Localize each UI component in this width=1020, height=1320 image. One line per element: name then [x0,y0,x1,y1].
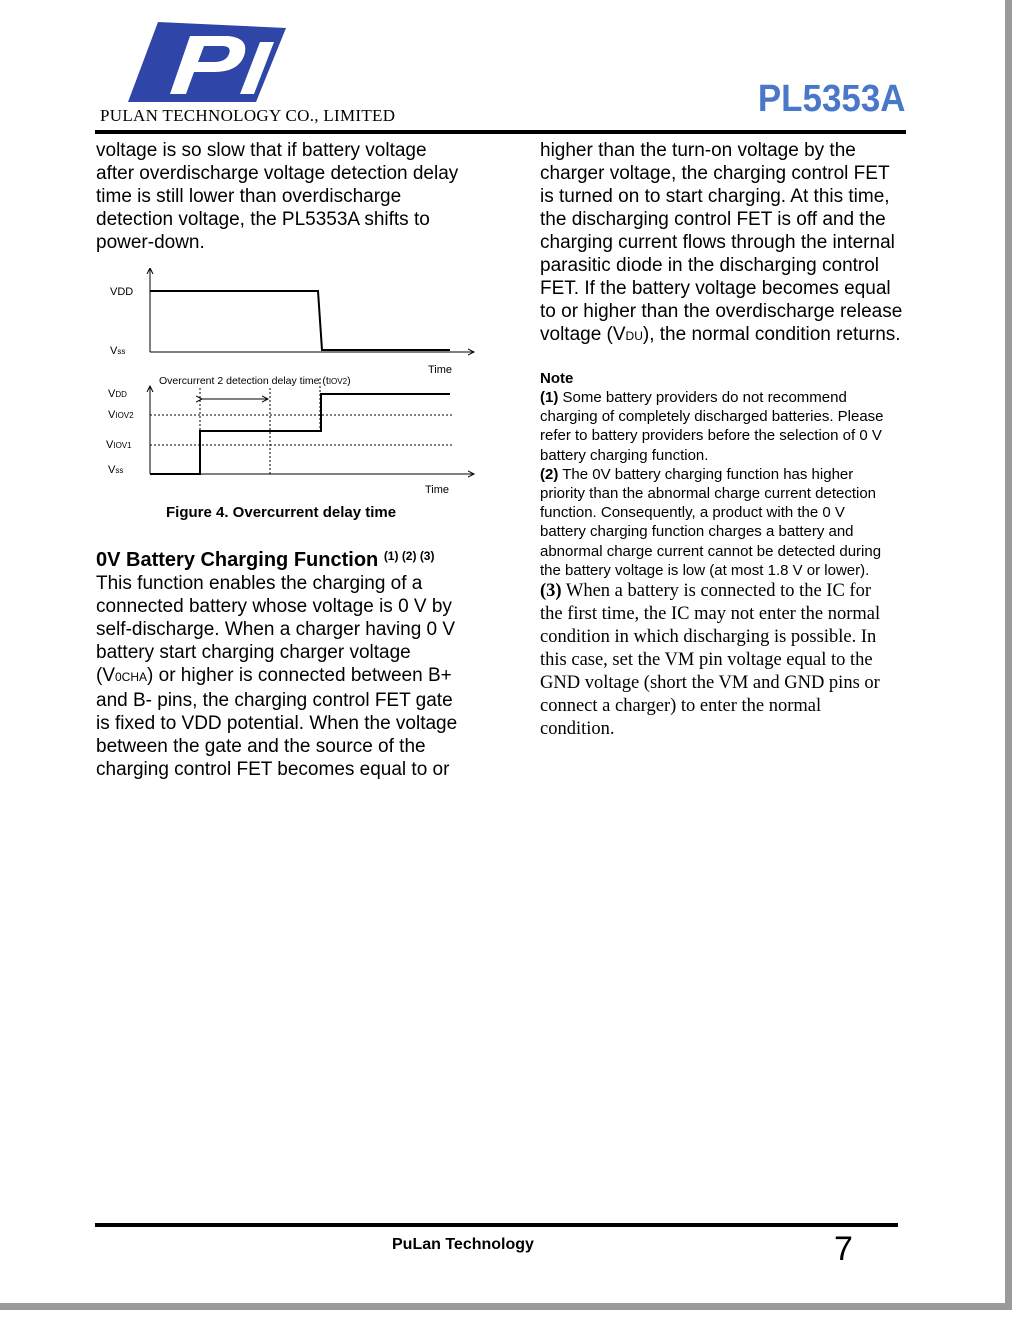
footer-rule [95,1223,898,1227]
section-body-a: This function enables the charging of a connected battery whose voltage is 0 V by self-discharge. When a charger having 0 V battery start charging charger voltage (V [96,573,456,686]
delay-annotation: Overcurrent 2 detection delay time (t [159,375,329,387]
note-3 [540,580,930,741]
svg-text:Vss [110,345,125,357]
left-column [96,139,488,781]
section-title-text: 0V Battery Charging Function [96,549,379,571]
lower-vss-label: V [108,464,116,476]
viov2-label: V [108,409,116,421]
svg-text:VIOV1 [106,439,132,451]
note-2 [540,465,930,580]
company-name: PULAN TECHNOLOGY CO., LIMITED [100,106,396,125]
timing-diagram [96,268,488,508]
lower-waveform [150,394,450,474]
section-body-sub: 0CHA [115,670,148,684]
intro-paragraph: voltage is so slow that if battery voltage after overdischarge voltage detection delay time is still lower than overdischarge detection voltage, the PL5353A shifts to power-down. [96,140,459,253]
svg-text:VDD [110,286,133,298]
right-column [540,139,930,741]
upper-vdd-sub: DD [117,286,134,298]
section-body [96,572,488,781]
note-1 [540,388,930,465]
lower-vdd-sub: DD [115,390,127,399]
upper-time-label: Time [428,364,453,376]
svg-text:Vss [108,464,123,476]
section-body-b: ) or higher is connected between B+ and B- pins, the charging control FET gate is fixed to VDD potential. When the voltage between the gate and the source of the charging control FET becomes equal to or [96,665,458,780]
lower-time-label: Time [425,484,450,496]
continuation-a: higher than the turn-on voltage by the charger voltage, the charging control FET is turned on to start charging. At this time, the discharging control FET is off and the charging current flows through the internal parasitic diode in the discharging control FET. If the battery voltage becomes equal to or higher than the overdischarge release voltage (V [540,140,903,345]
part-number: PL5353A [758,78,906,120]
upper-waveform [150,291,450,350]
note-2-label: (2) [540,465,559,483]
lower-vss-sub: ss [115,466,124,475]
continuation-paragraph [540,139,930,348]
header-rule [95,130,906,134]
note-2-text: The 0V battery charging function has higher priority than the abnormal charge current detection function. Consequently, a product with the 0 V battery charging function charges a battery and abnormal charge current cannot be detected during the battery voltage is low (at most 1.8 V or lower). [540,465,882,579]
svg-text:VIOV2 [108,409,134,421]
viov1-sub: IOV1 [113,441,132,450]
note-1-text: Some battery providers do not recommend charging of completely discharged batteries. Please refer to battery providers before the selection of 0 V battery charging function. [540,389,884,464]
footer-company: PuLan Technology [392,1236,534,1253]
continuation-sub: DU [625,329,643,343]
note-3-text: When a battery is connected to the IC for the first time, the IC may not enter the normal condition in which discharging is possible. In this case, set the VM pin voltage equal to the GND voltage (short the VM and GND pins or connect a charger) to enter the normal condition. [540,581,881,740]
viov2-sub: IOV2 [115,411,134,420]
delay-annotation-end: ) [347,375,351,387]
upper-vdd-label: V [110,286,118,298]
note-heading: Note [540,370,574,387]
continuation-b: ), the normal condition returns. [642,324,901,345]
note-3-label: (3) [540,581,562,602]
delay-annotation-sub: IOV2 [328,377,348,386]
section-refs: (1) (2) (3) [383,549,435,563]
page-number: 7 [834,1230,853,1268]
upper-vss-sub: ss [117,347,126,356]
svg-text:Overcurrent 2 detection delay [159,375,351,387]
viov1-label: V [106,439,114,451]
upper-vss-label: V [110,345,118,357]
note-1-label: (1) [540,389,559,406]
svg-text:VDD [108,388,127,400]
company-logo [128,22,286,102]
section-title [96,548,488,572]
lower-vdd-label: V [108,388,116,400]
figure-caption: Figure 4. Overcurrent delay time [166,504,397,521]
overcurrent-delay-figure [96,268,488,528]
